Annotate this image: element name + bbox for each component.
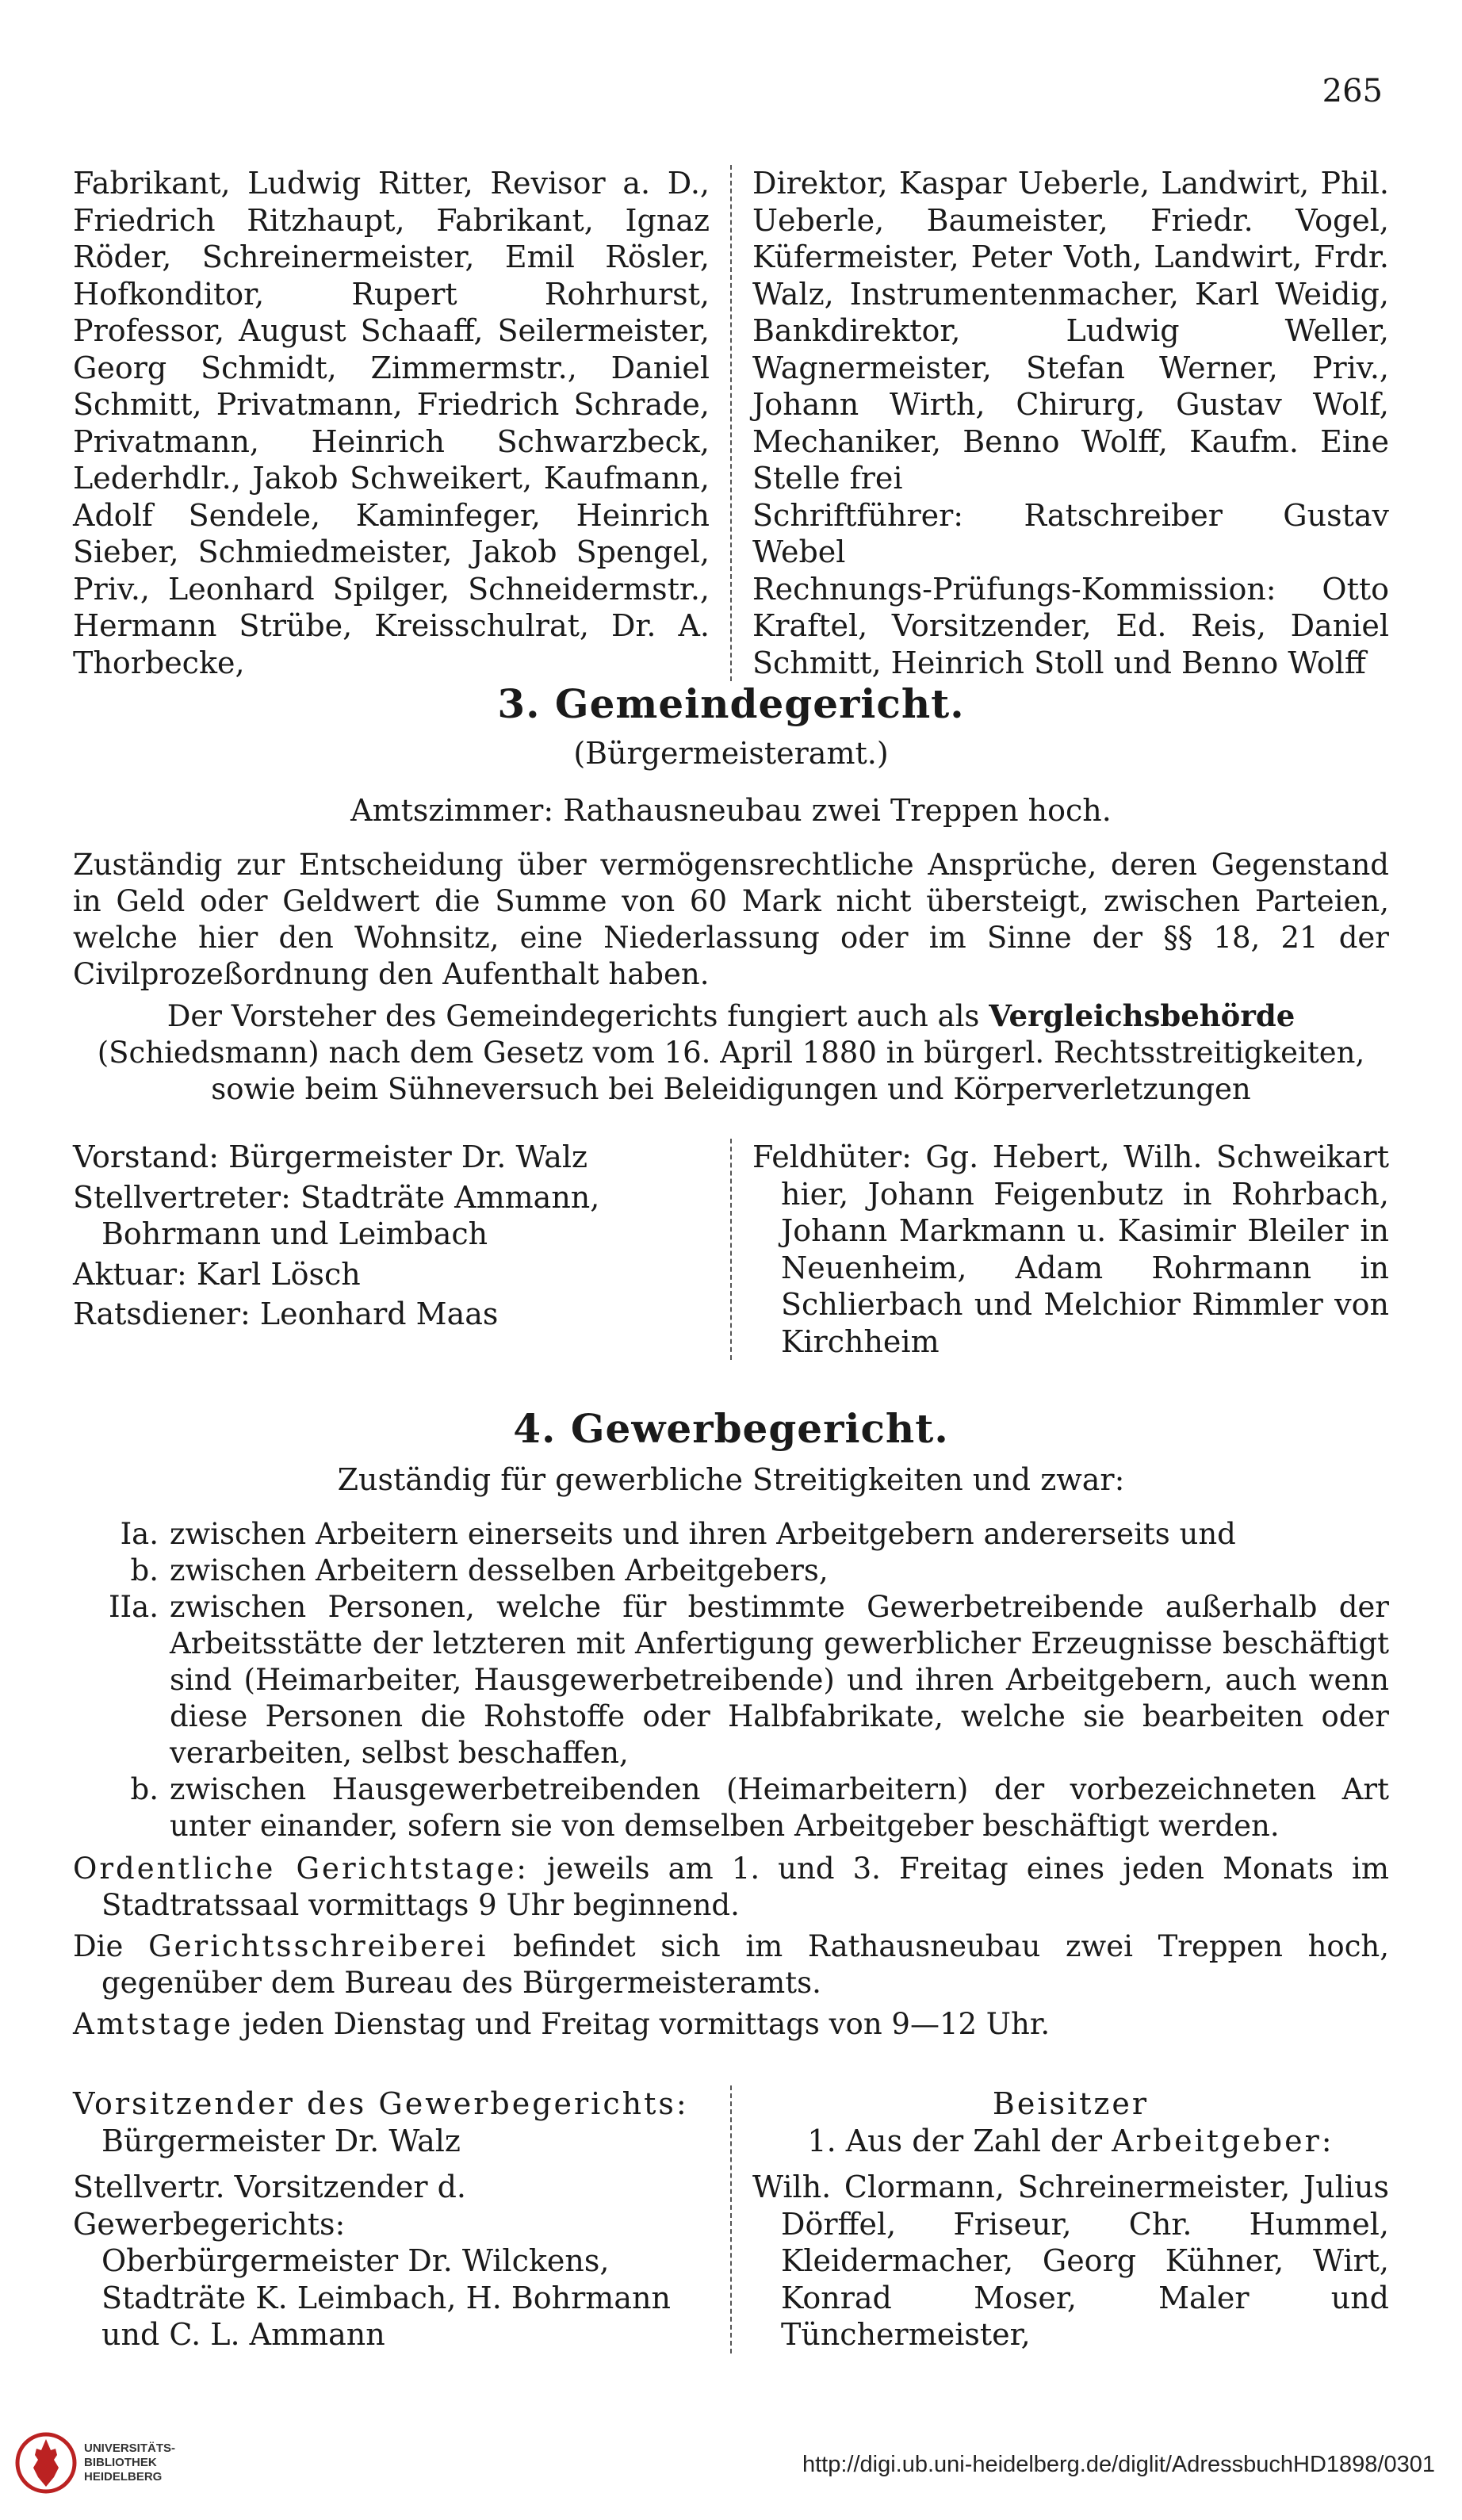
assessors-heading: Beisitzer bbox=[992, 2086, 1150, 2121]
member-list-right: Direktor, Kaspar Ueberle, Landwirt, Phil. Ueberle, Baumeister, Friedr. Vogel, Küfermeister, Peter Voth, Landwirt, Frdr. Walz, Instrumentenmacher, Karl Weidig, Bankdirektor, Ludwig Weller, Wagnermeister, Stefan Werner, Priv., Johann Wirth, Chirurg, Gustav Wolf, Mechaniker, Benno Wolff, Kaufm. Eine Stelle frei bbox=[752, 166, 1389, 496]
section-subtitle: (Bürgermeisteramt.) bbox=[573, 736, 889, 771]
list-item-text: zwischen Hausgewerbetreibenden (Heimarbeitern) der vorbezeichneten Art unter einander, sofern sie von demselben Arbeitgeber beschäftigt werden. bbox=[170, 1772, 1389, 1843]
library-logo bbox=[14, 2426, 189, 2499]
list-item-label: b. bbox=[130, 1553, 159, 1587]
chairman-entry: Vorstand: Bürgermeister Dr. Walz bbox=[73, 1139, 588, 1174]
council-member-columns bbox=[73, 165, 1389, 681]
employers-subheading-a: 1. Aus der Zahl der bbox=[807, 2123, 1103, 2158]
list-item bbox=[73, 1589, 1389, 1771]
right-column bbox=[732, 165, 1389, 681]
list-item-text: zwischen Arbeitern einerseits und ihren Arbeitgebern andererseits und bbox=[170, 1517, 1236, 1551]
section-title-gewerbegericht: 4. Gewerbegericht. bbox=[513, 1405, 949, 1452]
court-registry-prefix: Die bbox=[73, 1929, 124, 1963]
field-guards-entry: Feldhüter: Gg. Hebert, Wilh. Schweikart hier, Johann Feigenbutz in Rohrbach, Johann Markmann u. Kasimir Bleiler in Neuenheim, Adam Rohrmann in Schlierbach und Melchior Rimmler von Kirchheim bbox=[752, 1139, 1389, 1359]
court-staff-columns bbox=[73, 1139, 1389, 1360]
list-item bbox=[73, 1516, 1389, 1553]
court-sessions-label: Ordentliche Gerichtstage: bbox=[73, 1852, 529, 1886]
office-location: Amtszimmer: Rathausneubau zwei Treppen hoch. bbox=[350, 793, 1112, 828]
chairman-label: Vorsitzender des Gewerbegerichts: bbox=[73, 2086, 689, 2121]
members-left-column bbox=[73, 2085, 732, 2353]
deputy-chairman-names: Oberbürgermeister Dr. Wilckens, Stadträte K. Leimbach, H. Bohrmann und C. L. Ammann bbox=[101, 2243, 671, 2352]
secretary-entry: Schriftführer: Ratschreiber Gustav Webel bbox=[752, 497, 1389, 569]
list-item-label: Ia. bbox=[120, 1517, 159, 1551]
member-list-left: Fabrikant, Ludwig Ritter, Revisor a. D., Friedrich Ritzhaupt, Fabrikant, Ignaz Röder, Schreinermeister, Emil Rösler, Hofkonditor, Rupert Rohrhurst, Professor, August Schaaff, Seilermeister, Georg Schmidt, Zimmermstr., Daniel Schmitt, Privatmann, Friedrich Schrade, Privatmann, Heinrich Schwarzbeck, Lederhdlr., Jakob Schweikert, Kaufmann, Adolf Sendele, Kaminfeger, Heinrich Sieber, Schmiedmeister, Jakob Spengel, Priv., Leonhard Spilger, Schneidermstr., Hermann Strübe, Kreisschulrat, Dr. A. Thorbecke, bbox=[73, 166, 710, 680]
court-registry bbox=[73, 1928, 1389, 2001]
jurisdiction-paragraph: Zuständig zur Entscheidung über vermögensrechtliche Ansprüche, deren Gegenstand in Geld oder Geldwert die Summe von 60 Mark nicht übersteigt, zwischen Parteien, welche hier den Wohnsitz, eine Niederlassung oder im Sinne der §§ 18, 21 der Civilprozeßordnung den Aufenthalt haben. bbox=[73, 848, 1389, 991]
chairman-name: Bürgermeister Dr. Walz bbox=[101, 2123, 461, 2158]
clerk-entry: Aktuar: Karl Lösch bbox=[73, 1256, 361, 1292]
page-number: 265 bbox=[1322, 73, 1383, 109]
arbitration-authority: Vergleichsbehörde bbox=[989, 998, 1296, 1033]
list-item bbox=[73, 1553, 1389, 1589]
section-4-intro: Zuständig für gewerbliche Streitigkeiten und zwar: bbox=[337, 1462, 1125, 1497]
messenger-entry: Ratsdiener: Leonhard Maas bbox=[73, 1296, 499, 1331]
list-item-text: zwischen Personen, welche für bestimmte Gewerbetreibende außerhalb der Arbeitsstätte der letzteren mit Anfertigung gewerblicher Erzeugnisse beschäftigt sind (Heimarbeiter, Hausgewerbetreibende) und ihren Arbeitgebern, auch wenn diese Personen die Rohstoffe oder Halbfabrikate, welche sie bearbeiten oder verarbeiten, selbst beschaffen, bbox=[170, 1590, 1389, 1770]
section-title-gemeindegericht: 3. Gemeindegericht. bbox=[497, 680, 965, 727]
arbitration-text-a: Der Vorsteher des Gemeindegerichts fungiert auch als bbox=[166, 999, 980, 1033]
library-name-line-2: BIBLIOTHEK bbox=[84, 2456, 157, 2469]
employers-subheading bbox=[752, 2123, 1389, 2160]
court-registry-label: Gerichtsschreiberei bbox=[148, 1929, 488, 1963]
members-right-column bbox=[732, 2085, 1389, 2353]
arbitration-paragraph bbox=[73, 998, 1389, 1108]
list-item-text: zwischen Arbeitern desselben Arbeitgebers, bbox=[170, 1553, 829, 1587]
audit-commission-entry: Rechnungs-Prüfungs-Kommission: Otto Kraftel, Vorsitzender, Ed. Reis, Daniel Schmitt, Heinrich Stoll und Benno Wolff bbox=[752, 571, 1389, 680]
section-4-body bbox=[73, 1516, 1389, 2047]
deputy-entry: Stellvertreter: Stadträte Ammann, Bohrmann und Leimbach bbox=[73, 1179, 600, 1251]
arbitration-text-b: (Schiedsmann) nach dem Gesetz vom 16. April 1880 in bürgerl. Rechtsstreitigkeiten, sowie beim Sühneversuch bei Beleidigungen und Körperverletzungen bbox=[97, 1036, 1365, 1106]
staff-left-column bbox=[73, 1139, 732, 1360]
library-name bbox=[84, 2441, 175, 2484]
court-sessions bbox=[73, 1851, 1389, 1924]
list-item-label: b. bbox=[130, 1772, 159, 1806]
employers-subheading-b: Arbeitgeber: bbox=[1112, 2123, 1334, 2158]
list-item bbox=[73, 1771, 1389, 1844]
source-url-link[interactable]: http://digi.ub.uni-heidelberg.de/diglit/AdressbuchHD1898/0301 bbox=[802, 2452, 1435, 2477]
court-members-columns bbox=[73, 2085, 1389, 2353]
library-name-line-1: UNIVERSITÄTS- bbox=[84, 2441, 176, 2455]
left-column bbox=[73, 165, 732, 681]
office-days-text: jeden Dienstag und Freitag vormittags von 9—12 Uhr. bbox=[242, 2007, 1051, 2041]
section-3-body bbox=[73, 847, 1389, 1113]
staff-right-column bbox=[732, 1139, 1389, 1360]
deputy-chairman-label: Stellvertr. Vorsitzender d. Gewerbegerichts: bbox=[73, 2170, 467, 2242]
court-registry-text: befindet sich im Rathausneubau zwei Treppen hoch, gegenüber dem Bureau des Bürgermeisteramts. bbox=[101, 1929, 1390, 2000]
employer-assessors: Wilh. Clormann, Schreinermeister, Julius Dörffel, Friseur, Chr. Hummel, Kleidermacher, Georg Kühner, Wirt, Konrad Moser, Maler und Tünchermeister, bbox=[752, 2170, 1389, 2352]
library-name-line-3: HEIDELBERG bbox=[84, 2470, 163, 2484]
court-sessions-text: jeweils am 1. und 3. Freitag eines jeden Monats im Stadtratssaal vormittags 9 Uhr beginnend. bbox=[101, 1852, 1389, 1922]
seal-icon bbox=[14, 2431, 78, 2495]
office-days-label: Amtstage bbox=[73, 2007, 234, 2041]
list-item-label: IIa. bbox=[108, 1590, 159, 1624]
office-days bbox=[73, 2006, 1389, 2043]
